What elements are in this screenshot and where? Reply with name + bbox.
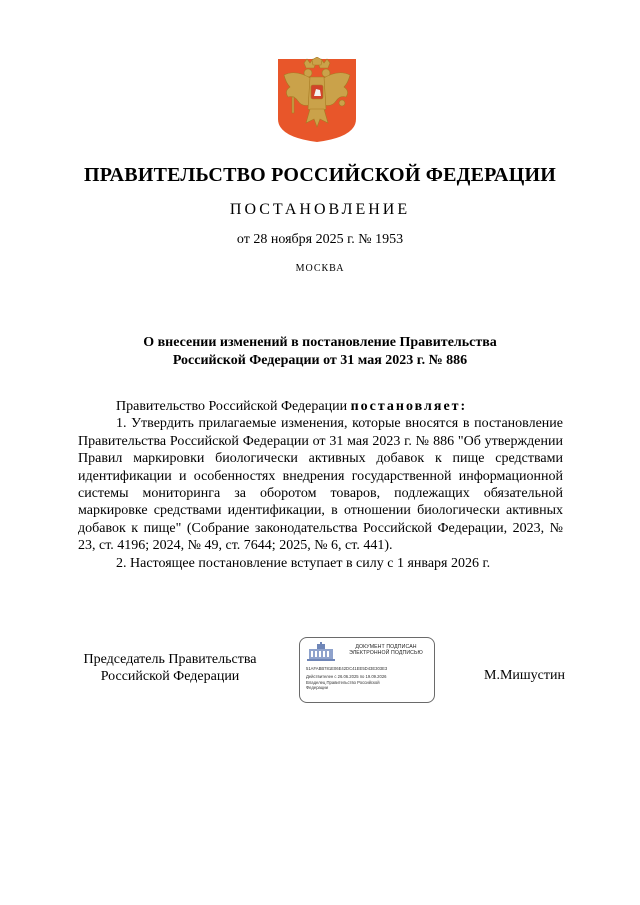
document-date-number: от 28 ноября 2025 г. № 1953 [236, 232, 404, 247]
stamp-owner-line-2: Федерации [306, 685, 328, 690]
decree-item-1: 1. Утвердить прилагаемые изменения, которые вносятся в постановление Правительства Российской Федерации от 31 мая 2023 г. № 886 "Об утверждении Правил маркировки биологически активных добавок к пище средствами идентификации и особенностях внедрения государственной информационной системы мониторинга за оборотом товаров, подлежащих обязательной маркировке средствами идентификации, в отношении биологически активных добавок к пище" (Собрание законодательства Российской Федерации, 2023, № 23, ст. 4196; 2024, № 49, ст. 7644; 2025, № 6, ст. 441). [78, 416, 563, 554]
document-city: МОСКВА [295, 263, 345, 274]
signatory-name: М.Мишустин [484, 668, 565, 683]
stamp-validity: Действителен с 26.06.2025 по 19.09.2026 [306, 674, 387, 679]
decree-intro [78, 398, 563, 415]
stamp-certificate: 51AFABB781E06E42DC41EE5D43E303E3 [306, 666, 388, 671]
document-body [78, 398, 563, 572]
stamp-title-line-2: ЭЛЕКТРОННОЙ ПОДПИСЬЮ [349, 650, 423, 657]
coat-of-arms-icon [276, 57, 358, 143]
position-line-1: Председатель Правительства [83, 652, 257, 667]
electronic-signature-stamp [299, 637, 435, 703]
decree-item-2: 2. Настоящее постановление вступает в силу с 1 января 2026 г. [116, 555, 491, 571]
stamp-owner-line-1: Владелец Правительство Российской [306, 680, 380, 685]
stamp-title-line-1: ДОКУМЕНТ ПОДПИСАН [355, 644, 417, 650]
document-subject [80, 334, 560, 370]
subject-line-2: Российской Федерации от 31 мая 2023 г. № 886 [172, 353, 468, 368]
government-title: ПРАВИТЕЛЬСТВО РОССИЙСКОЙ ФЕДЕРАЦИИ [84, 164, 556, 186]
stamp-owner [306, 680, 380, 690]
stamp-title [340, 644, 432, 657]
government-building-icon [306, 642, 336, 662]
position-line-2: Российской Федерации [100, 669, 240, 684]
subject-line-1: О внесении изменений в постановление Правительства [143, 335, 497, 350]
document-type: ПОСТАНОВЛЕНИЕ [229, 201, 411, 218]
intro-text: Правительство Российской Федерации [116, 399, 351, 414]
signatory-position [70, 651, 270, 685]
decree-word: постановляет: [350, 399, 468, 414]
